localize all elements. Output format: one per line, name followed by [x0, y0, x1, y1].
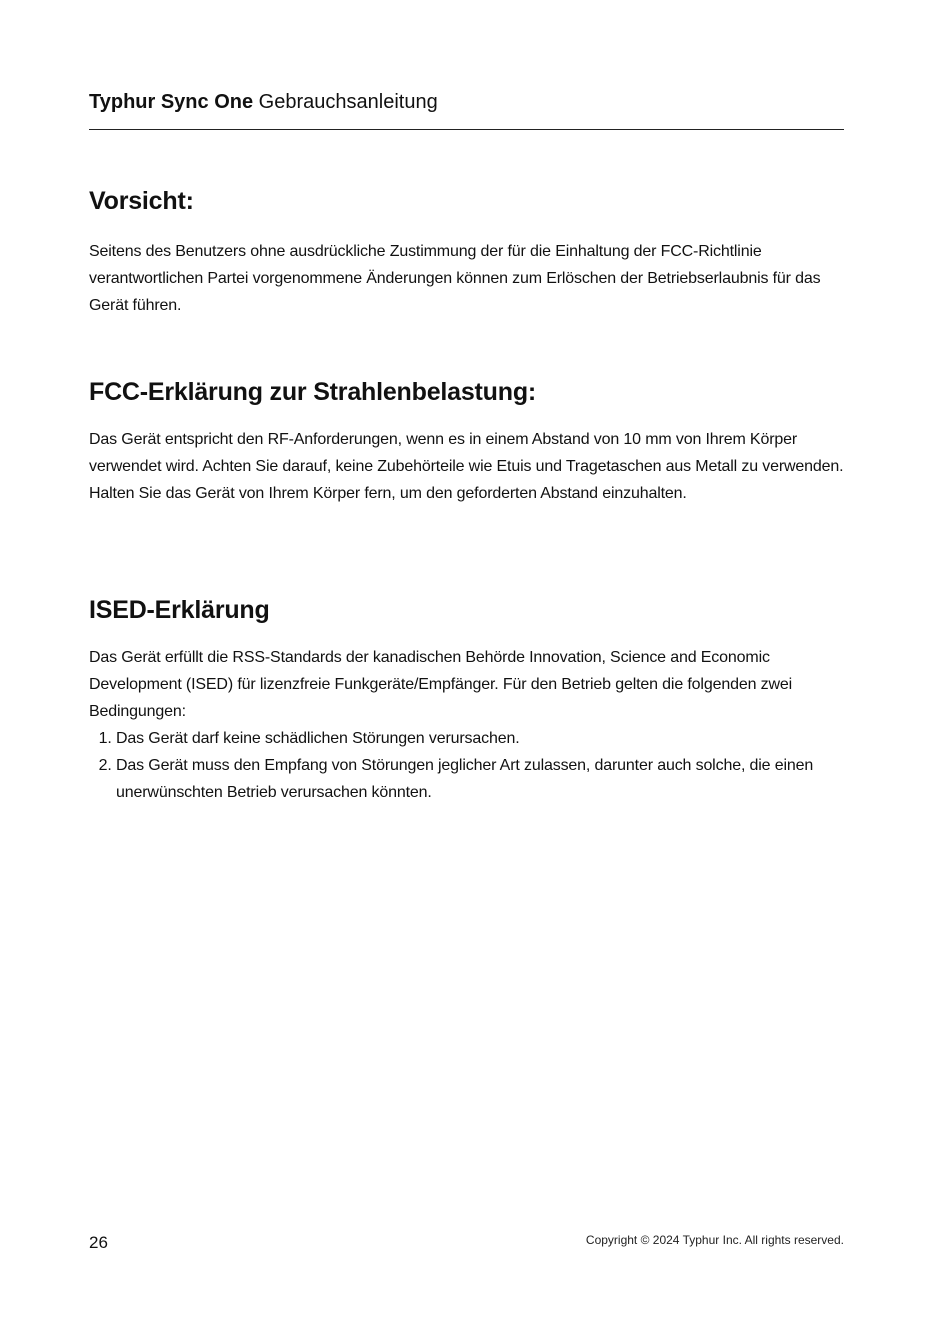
header-document-type: Gebrauchsanleitung: [258, 91, 438, 113]
page-header: [89, 88, 844, 116]
section-heading: Vorsicht:: [89, 187, 194, 215]
conditions-list: [89, 725, 844, 806]
list-item: 2. Das Gerät muss den Empfang von Störungen jeglicher Art zulassen, darunter auch solche, die einen unerwünschten Betrieb verursachen könnten.: [116, 752, 844, 806]
section-caution: [89, 185, 844, 319]
header-divider: [89, 129, 844, 130]
section-body: Das Gerät entspricht den RF-Anforderungen, wenn es in einem Abstand von 10 mm von Ihrem Körper verwendet wird. Achten Sie darauf, keine Zubehörteile wie Etuis und Tragetaschen aus Metall zu verwenden. Halten Sie das Gerät von Ihrem Körper fern, um den geforderten Abstand einzuhalten.: [89, 431, 844, 502]
header-product-name: Typhur Sync One: [89, 91, 254, 113]
section-ised: [89, 594, 844, 806]
copyright-notice: Copyright © 2024 Typhur Inc. All rights reserved.: [585, 1233, 844, 1247]
section-body: Seitens des Benutzers ohne ausdrückliche Zustimmung der für die Einhaltung der FCC-Richtlinie verantwortlichen Partei vorgenommene Änderungen können zum Erlöschen der Betriebserlaubnis für das Gerät führen.: [89, 243, 821, 314]
section-heading: FCC-Erklärung zur Strahlenbelastung:: [89, 378, 537, 406]
page-number: 26: [89, 1233, 108, 1252]
section-body: Das Gerät erfüllt die RSS-Standards der kanadischen Behörde Innovation, Science and Economic Development (ISED) für lizenzfreie Funkgeräte/Empfänger. Für den Betrieb gelten die folgenden zwei Bedingungen:: [89, 649, 793, 720]
section-heading: ISED-Erklärung: [89, 596, 270, 624]
list-item: 1. Das Gerät darf keine schädlichen Störungen verursachen.: [116, 725, 844, 752]
section-fcc-radiation: [89, 376, 844, 507]
